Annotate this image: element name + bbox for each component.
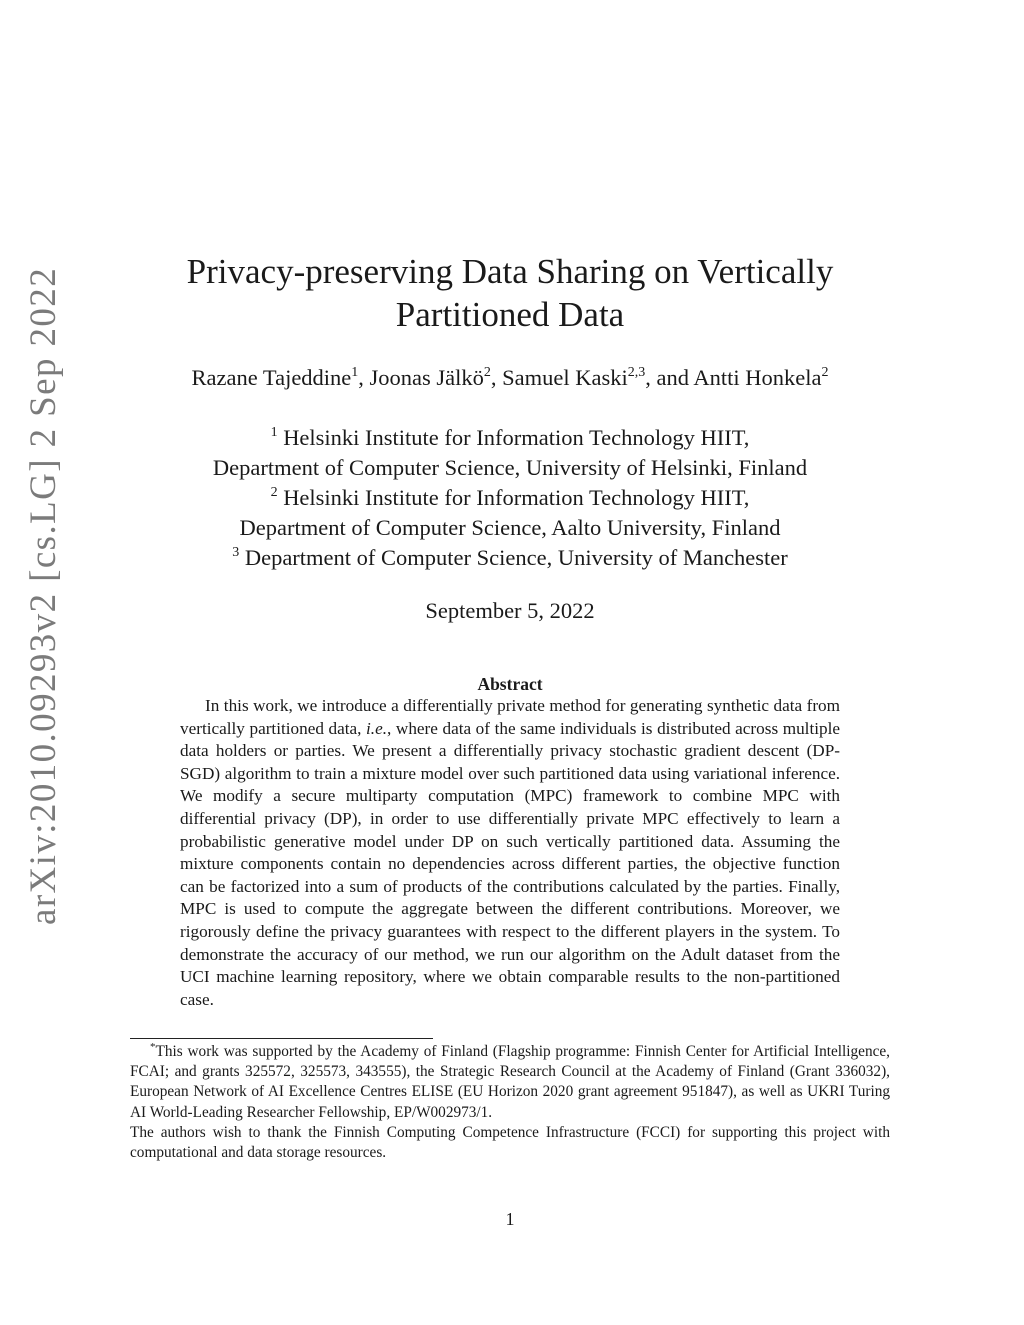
title-line-2: Partitioned Data <box>395 295 625 334</box>
affiliation-text: Department of Computer Science, Aalto University, Finland <box>239 515 781 540</box>
affiliation-mark: 2 <box>270 485 278 500</box>
author-name: Antti Honkela <box>693 365 822 390</box>
affiliation-line <box>110 423 910 453</box>
footnote-mark: * <box>150 1041 156 1053</box>
abstract-heading: Abstract <box>477 674 543 694</box>
affiliation-text: Helsinki Institute for Information Technology HIIT, <box>283 425 750 450</box>
abstract-body <box>180 695 840 1011</box>
author-list <box>110 364 910 392</box>
footnotes <box>130 1042 890 1163</box>
author-name: Razane Tajeddine <box>191 365 352 390</box>
abstract-text-part-2: , where data of the same individuals is distributed across multiple data holders or parties. We present a differentially privacy stochastic gradient descent (DP-SGD) algorithm to train a mixture model over such partitioned data using variational inference. We modify a secure multiparty computation (MPC) framework to combine MPC with differential privacy (DP), in order to use differentially private MPC effectively to learn a probabilistic generative model under DP on such vertically partitioned data. Assuming the mixture components contain no dependencies across different parties, the objective function can be factorized into a sum of products of the contributions calculated by the parties. Finally, MPC is used to compute the aggregate between the different contributions. Moreover, we rigorously define the privacy guarantees with respect to the different players in the system. To demonstrate the accuracy of our method, we run our algorithm on the Adult dataset from the UCI machine learning repository, where we obtain comparable results to the non-partitioned case. <box>180 718 840 1009</box>
acknowledgement-footnote: The authors wish to thank the Finnish Computing Competence Infrastructure (FCCI) for supporting this project with computational and data storage resources. <box>130 1123 890 1162</box>
abstract-ie: i.e. <box>366 718 388 738</box>
paper-title <box>160 250 860 336</box>
author-separator: , <box>490 365 503 390</box>
abstract-text-part-1: In this work, we introduce a differentially private method for generating synthetic data from vertically partitioned data, <box>180 696 840 738</box>
affiliation-line <box>110 513 910 543</box>
author-separator: , and <box>645 365 694 390</box>
footnote-divider <box>130 1038 433 1039</box>
page-number: 1 <box>505 1209 515 1229</box>
author-name: Joonas Jälkö <box>369 365 484 390</box>
author-affiliation-mark: 2 <box>821 365 829 380</box>
affiliation-line <box>110 483 910 513</box>
affiliation-mark: 3 <box>232 545 240 560</box>
author-affiliation-mark: 2 <box>483 365 491 380</box>
affiliation-line <box>110 453 910 483</box>
author-affiliation-mark: 1 <box>351 365 359 380</box>
author-name: Samuel Kaski <box>502 365 628 390</box>
affiliation-mark: 1 <box>270 425 278 440</box>
affiliation-line <box>110 543 910 573</box>
title-line-1: Privacy-preserving Data Sharing on Vertically <box>186 252 834 291</box>
affiliation-text: Department of Computer Science, University of Manchester <box>244 545 788 570</box>
affiliation-text: Department of Computer Science, University of Helsinki, Finland <box>212 455 808 480</box>
affiliation-text: Helsinki Institute for Information Technology HIIT, <box>283 485 750 510</box>
arxiv-identifier-stamp: arXiv:2010.09293v2 [cs.LG] 2 Sep 2022 <box>23 266 64 925</box>
publication-date: September 5, 2022 <box>425 598 595 623</box>
affiliation-list <box>110 423 910 573</box>
author-affiliation-mark: 2,3 <box>627 365 646 380</box>
funding-footnote <box>130 1042 890 1123</box>
funding-footnote-text: This work was supported by the Academy of Finland (Flagship programme: Finnish Center for Artificial Intelligence, FCAI; and grants 325572, 325573, 343555), the Strategic Research Council at the Academy of Finland (Grant 336032), European Network of AI Excellence Centres ELISE (EU Horizon 2020 grant agreement 951847), as well as UKRI Turing AI World-Leading Researcher Fellowship, EP/W002973/1. <box>130 1043 890 1121</box>
author-separator: , <box>358 365 370 390</box>
